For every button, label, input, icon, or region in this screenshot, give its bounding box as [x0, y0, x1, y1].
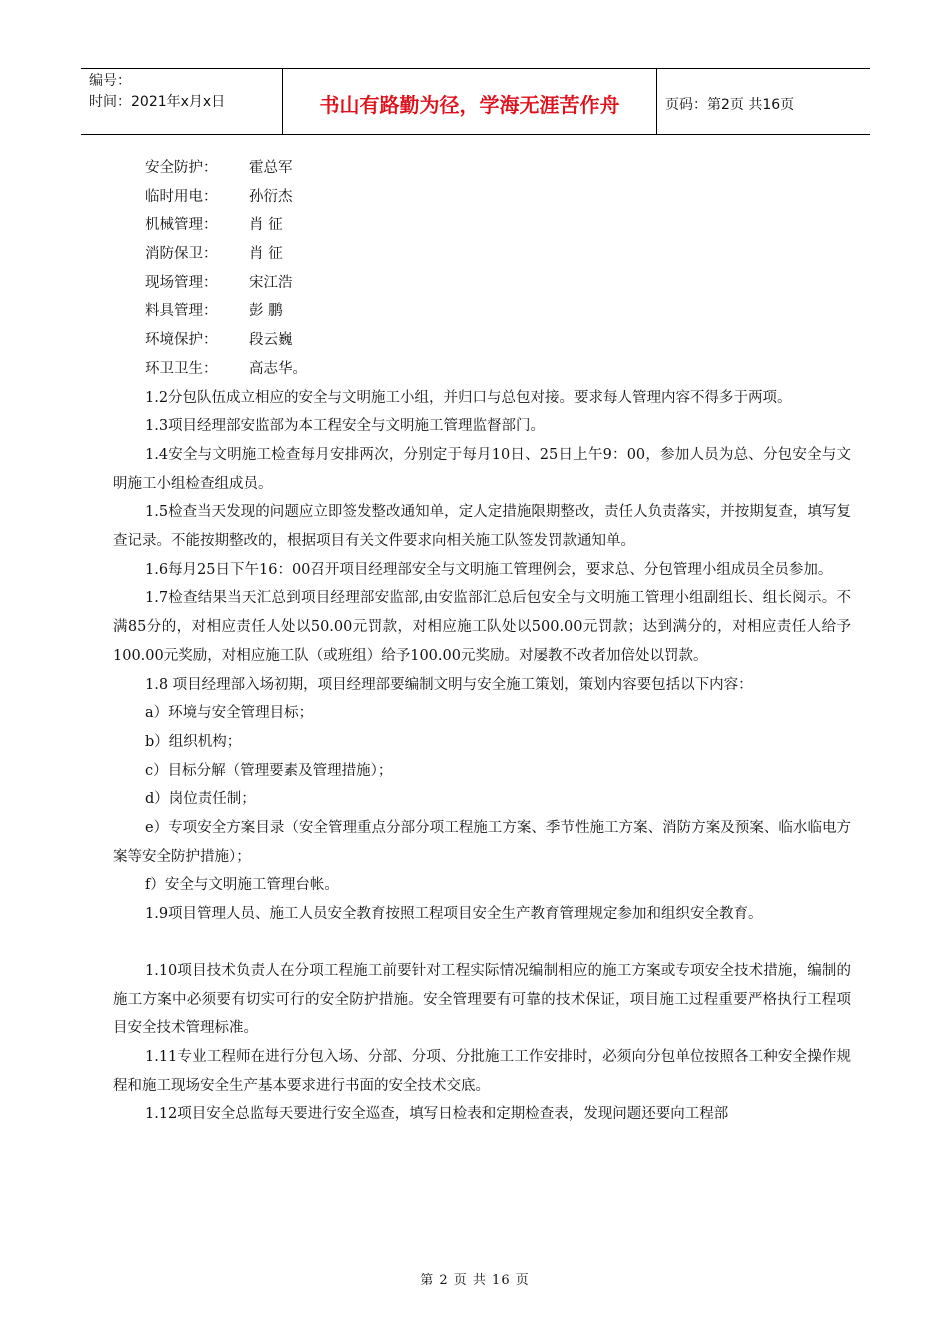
paragraph-gap: [113, 929, 851, 957]
staff-name: 段云巍: [249, 332, 293, 349]
paragraph-1-6: 1.6每月25日下午16：00召开项目经理部安全与文明施工管理例会，要求总、分包管理小组成员全员参加。: [145, 561, 833, 578]
staff-role: 临时用电：: [145, 188, 218, 205]
paragraph-1-3: 1.3项目经理部安监部为本工程安全与文明施工管理监督部门。: [145, 418, 546, 435]
staff-role: 现场管理：: [145, 274, 218, 291]
list-item-e: e）专项安全方案目录（安全管理重点分部分项工程施工方案、季节性施工方案、消防方案及预案、临水临电方案等安全防护措施）；: [113, 820, 851, 865]
paragraph-1-12: 1.12项目安全总监每天要进行安全巡查，填写日检表和定期检查表，发现问题还要向工程部: [145, 1106, 729, 1123]
number-label: 编号：: [89, 73, 131, 89]
staff-name: 彭 鹏: [249, 303, 283, 320]
staff-row: [113, 240, 851, 269]
paragraph-1-7: 1.7检查结果当天汇总到项目经理部安监部,由安监部汇总后包安全与文明施工管理小组副组长、组长阅示。不满85分的，对相应责任人处以50.00元罚款，对相应施工队处以500.00元罚款；达到满分的，对相应责任人给予100.00元奖励，对相应施工队（或班组）给予100.00元奖励。对屡教不改者加倍处以罚款。: [113, 590, 851, 664]
staff-name: 高志华。: [249, 360, 307, 377]
paragraph-1-11: 1.11专业工程师在进行分包入场、分部、分项、分批施工工作安排时，必须向分包单位按照各工种安全操作规程和施工现场安全生产基本要求进行书面的安全技术交底。: [113, 1048, 851, 1094]
staff-name: 肖 征: [249, 246, 283, 263]
staff-role: 机械管理：: [145, 217, 218, 234]
staff-list: [113, 154, 851, 384]
staff-name: 孙衍杰: [249, 188, 293, 205]
staff-role: 料具管理：: [145, 303, 218, 320]
staff-row: [113, 297, 851, 326]
list-item-a: a）环境与安全管理目标；: [145, 705, 314, 722]
staff-row: [113, 183, 851, 212]
staff-row: [113, 355, 851, 384]
paragraph-1-4: 1.4安全与文明施工检查每月安排两次，分别定于每月10日、25日上午9：00，参加人员为总、分包安全与文明施工小组检查组成员。: [113, 446, 851, 492]
staff-role: 环境保护：: [145, 332, 218, 349]
paragraph-1-5: 1.5检查当天发现的问题应立即签发整改通知单，定人定措施限期整改，责任人负责落实，并按期复查，填写复查记录。不能按期整改的，根据项目有关文件要求向相关施工队签发罚款通知单。: [113, 504, 851, 550]
staff-row: [113, 326, 851, 355]
time-label: 时间：2021年x月x日: [89, 94, 226, 110]
header-meta: [81, 69, 283, 134]
header-motto: 书山有路勤为径，学海无涯苦作舟: [283, 69, 657, 134]
paragraph-1-8: 1.8 项目经理部入场初期，项目经理部要编制文明与安全施工策划，策划内容要包括以下内容：: [145, 676, 753, 693]
staff-row: [113, 154, 851, 183]
paragraph-1-9: 1.9项目管理人员、施工人员安全教育按照工程项目安全生产教育管理规定参加和组织安全教育。: [145, 906, 763, 923]
paragraph-1-2: 1.2分包队伍成立相应的安全与文明施工小组，并归口与总包对接。要求每人管理内容不得多于两项。: [145, 389, 792, 406]
staff-row: [113, 211, 851, 240]
page-header: [81, 68, 870, 135]
staff-name: 肖 征: [249, 217, 283, 234]
list-item-f: f）安全与文明施工管理台帐。: [145, 877, 339, 894]
list-item-c: c）目标分解（管理要素及管理措施）；: [145, 762, 393, 779]
staff-role: 安全防护：: [145, 160, 218, 176]
page-footer: 第 2 页 共 16 页: [420, 1273, 530, 1288]
staff-name: 霍总军: [249, 160, 293, 176]
list-item-b: b）组织机构；: [145, 733, 242, 750]
header-page-info: 页码：第2页 共16页: [665, 96, 795, 113]
staff-name: 宋江浩: [249, 274, 293, 291]
paragraph-1-10: 1.10项目技术负责人在分项工程施工前要针对工程实际情况编制相应的施工方案或专项安全技术措施，编制的施工方案中必须要有切实可行的安全防护措施。安全管理要有可靠的技术保证，项目施工过程重要严格执行工程项目安全技术管理标准。: [113, 962, 851, 1037]
staff-row: [113, 269, 851, 298]
list-item-d: d）岗位责任制；: [145, 791, 256, 808]
staff-role: 消防保卫：: [145, 246, 218, 263]
staff-role: 环卫卫生：: [145, 360, 218, 377]
document-body: [113, 154, 851, 1129]
